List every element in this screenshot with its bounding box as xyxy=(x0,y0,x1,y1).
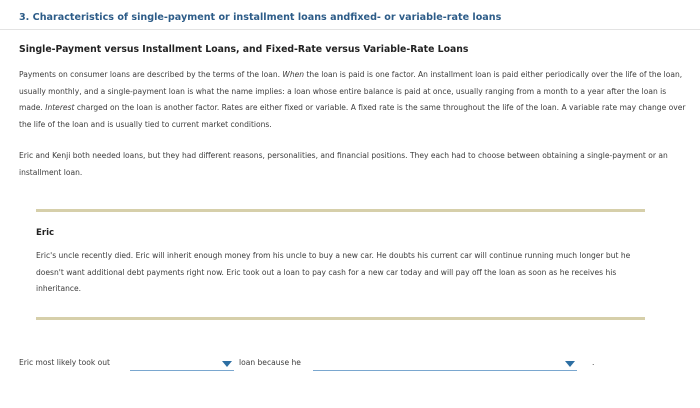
sentence-period: . xyxy=(592,358,595,367)
answer-sentence xyxy=(19,356,689,372)
answer-label-2: loan because he xyxy=(239,358,301,367)
intro-emphasis-interest: Interest xyxy=(45,103,75,113)
intro-text-1: Payments on consumer loans are described by the terms of the loan. xyxy=(19,70,283,79)
chevron-down-icon[interactable] xyxy=(565,361,575,367)
answer-label-1: Eric most likely took out xyxy=(19,358,110,367)
intro-text-3: charged on the loan is another factor. Rates are either fixed or variable. A fixed rate is the same throughout the life of the loan. A variable rate may change over the life of the loan and is usually tied to current market conditions. xyxy=(19,103,686,129)
scenario-bottom-rule xyxy=(36,317,645,320)
scenario-text: Eric's uncle recently died. Eric will inherit enough money from his uncle to buy a new car. He doubts his current car will continue running much longer but he doesn't want additional debt payments right now. Eric took out a loan to pay cash for a new car today and will pay off the loan as soon as he receives his inheritance. xyxy=(36,251,631,294)
section-heading: Single-Payment versus Installment Loans, and Fixed-Rate versus Variable-Rate Loans xyxy=(19,44,469,55)
intro-emphasis-when: When xyxy=(282,70,305,79)
scenario-title: Eric xyxy=(36,228,55,238)
reason-dropdown[interactable] xyxy=(313,356,577,371)
intro-text-2: the loan is paid is one factor. An installment loan is paid either periodically over the life of the loan, usually monthly, and a single-payment loan is what the name implies: a loan whose entire balance is paid at once, usually ranging from a month to a year after the loan is made. xyxy=(19,70,683,113)
title-divider xyxy=(0,29,700,30)
loan-type-dropdown[interactable] xyxy=(130,356,234,371)
scenario-top-rule xyxy=(36,209,645,212)
chevron-down-icon[interactable] xyxy=(222,361,232,367)
question-title: 3. Characteristics of single-payment or installment loans andfixed- or variable-rate loans xyxy=(19,12,502,23)
context-paragraph: Eric and Kenji both needed loans, but they had different reasons, personalities, and financial positions. They each had to choose between obtaining a single-payment or an installment loan. xyxy=(19,151,668,177)
intro-paragraph xyxy=(19,67,691,133)
